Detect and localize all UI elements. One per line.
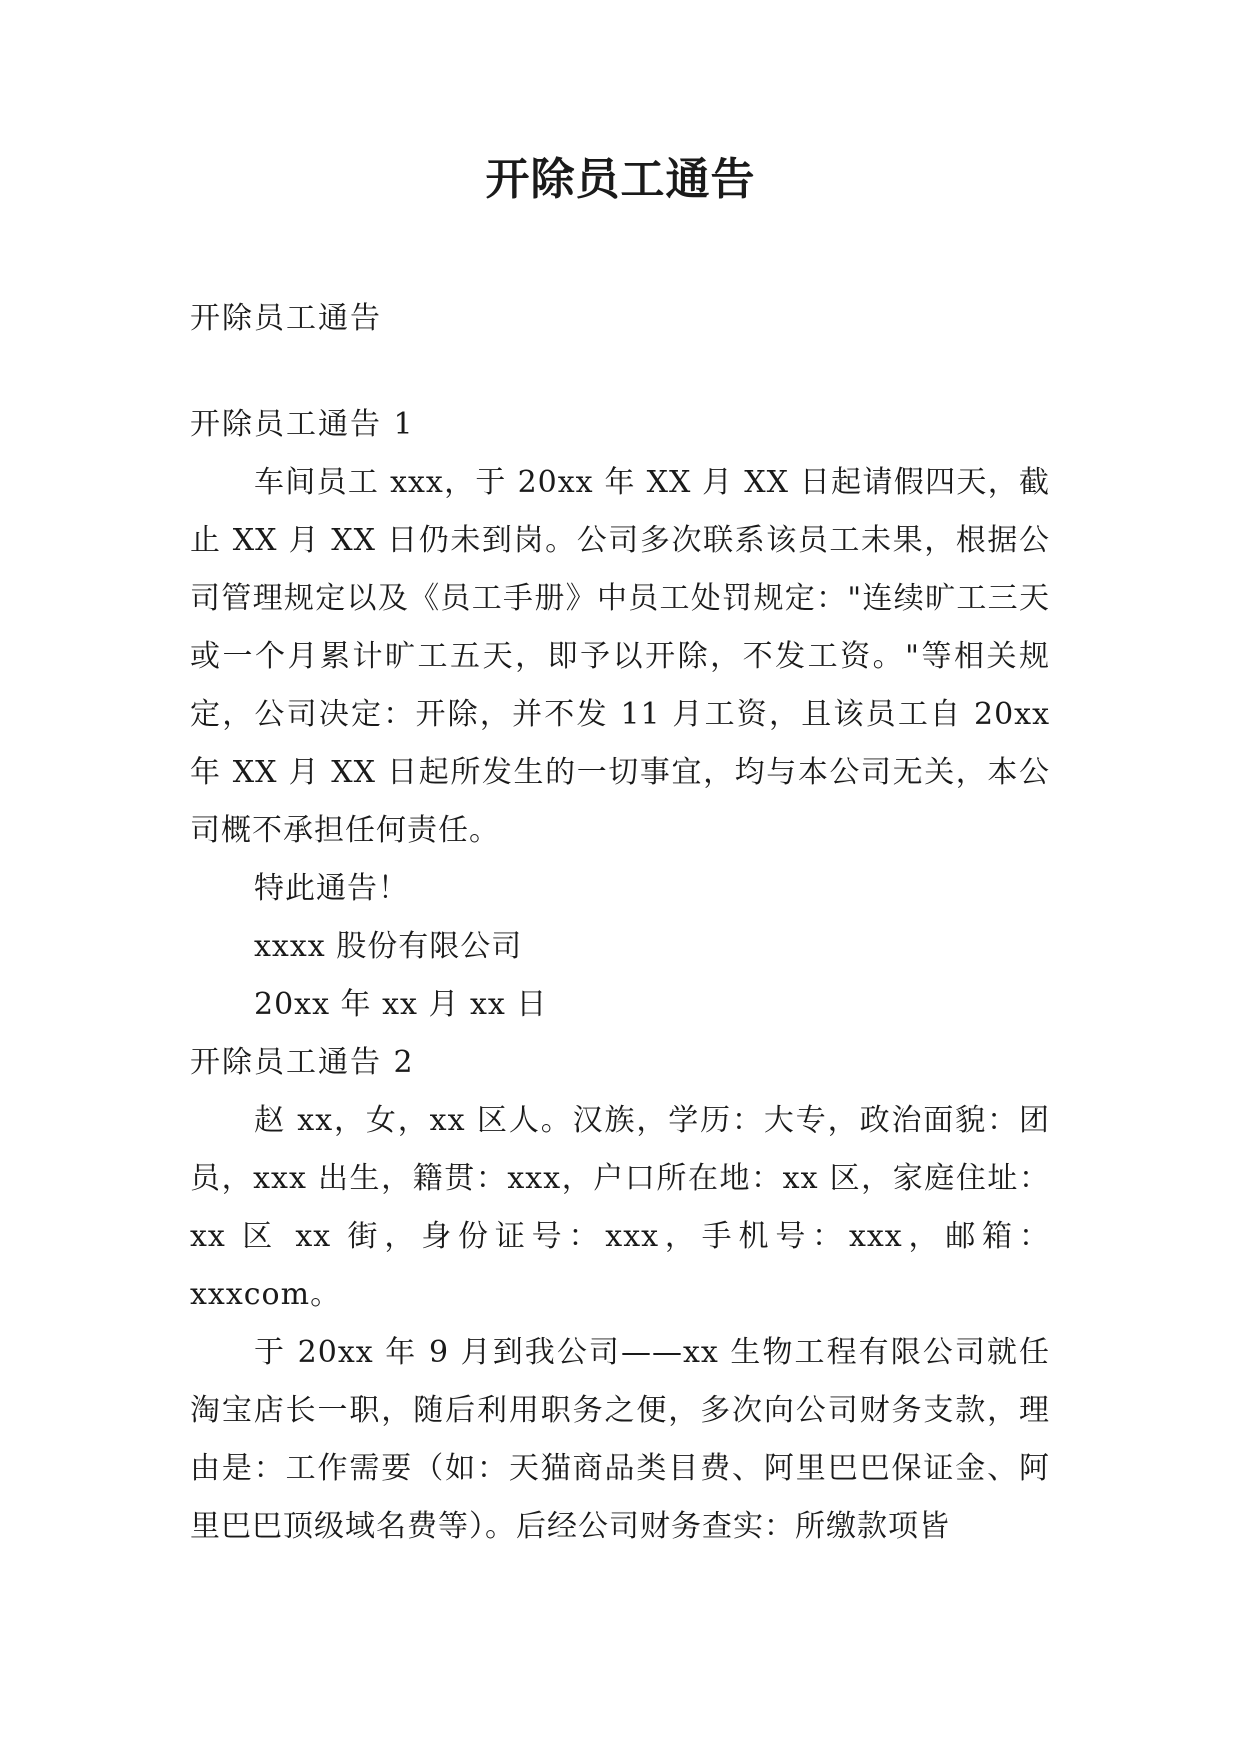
document-heading: 开除员工通告 (190, 301, 382, 336)
section-1-paragraph-1: 车间员工 xxx，于 20xx 年 XX 月 XX 日起请假四天，截止 XX 月 XX 日仍未到岗。公司多次联系该员工未果，根据公司管理规定以及《员工手册》中员工处罚规定："连续旷工三天或一个月累计旷工五天，即予以开除，不发工资。"等相关规定，公司决定：开除，并不发 11 月工资，且该员工自 20xx 年 XX 月 XX 日起所发生的一切事宜，均与本公司无关，本公司概不承担任何责任。 (190, 465, 1050, 848)
company-name: xxxx 股份有限公司 (254, 929, 523, 964)
page-title: 开除员工通告 (485, 154, 756, 205)
section-heading-1: 开除员工通告 1 (190, 407, 415, 442)
section-heading-2: 开除员工通告 2 (190, 1045, 415, 1080)
section-2-paragraph-1: 赵 xx，女，xx 区人。汉族，学历：大专，政治面貌：团员，xxx 出生，籍贯：xxx，户口所在地：xx 区，家庭住址：xx 区 xx 街，身份证号：xxx，手机号：xxx，邮箱：xxxcom。 (190, 1103, 1050, 1312)
section-2-paragraph-2: 于 20xx 年 9 月到我公司——xx 生物工程有限公司就任淘宝店长一职，随后利用职务之便，多次向公司财务支款，理由是：工作需要（如：天猫商品类目费、阿里巴巴保证金、阿里巴巴顶级域名费等）。后经公司财务查实：所缴款项皆 (190, 1335, 1050, 1544)
notice-date: 20xx 年 xx 月 xx 日 (254, 987, 548, 1022)
document-body (190, 290, 1050, 1556)
closing-line: 特此通告！ (254, 871, 409, 906)
